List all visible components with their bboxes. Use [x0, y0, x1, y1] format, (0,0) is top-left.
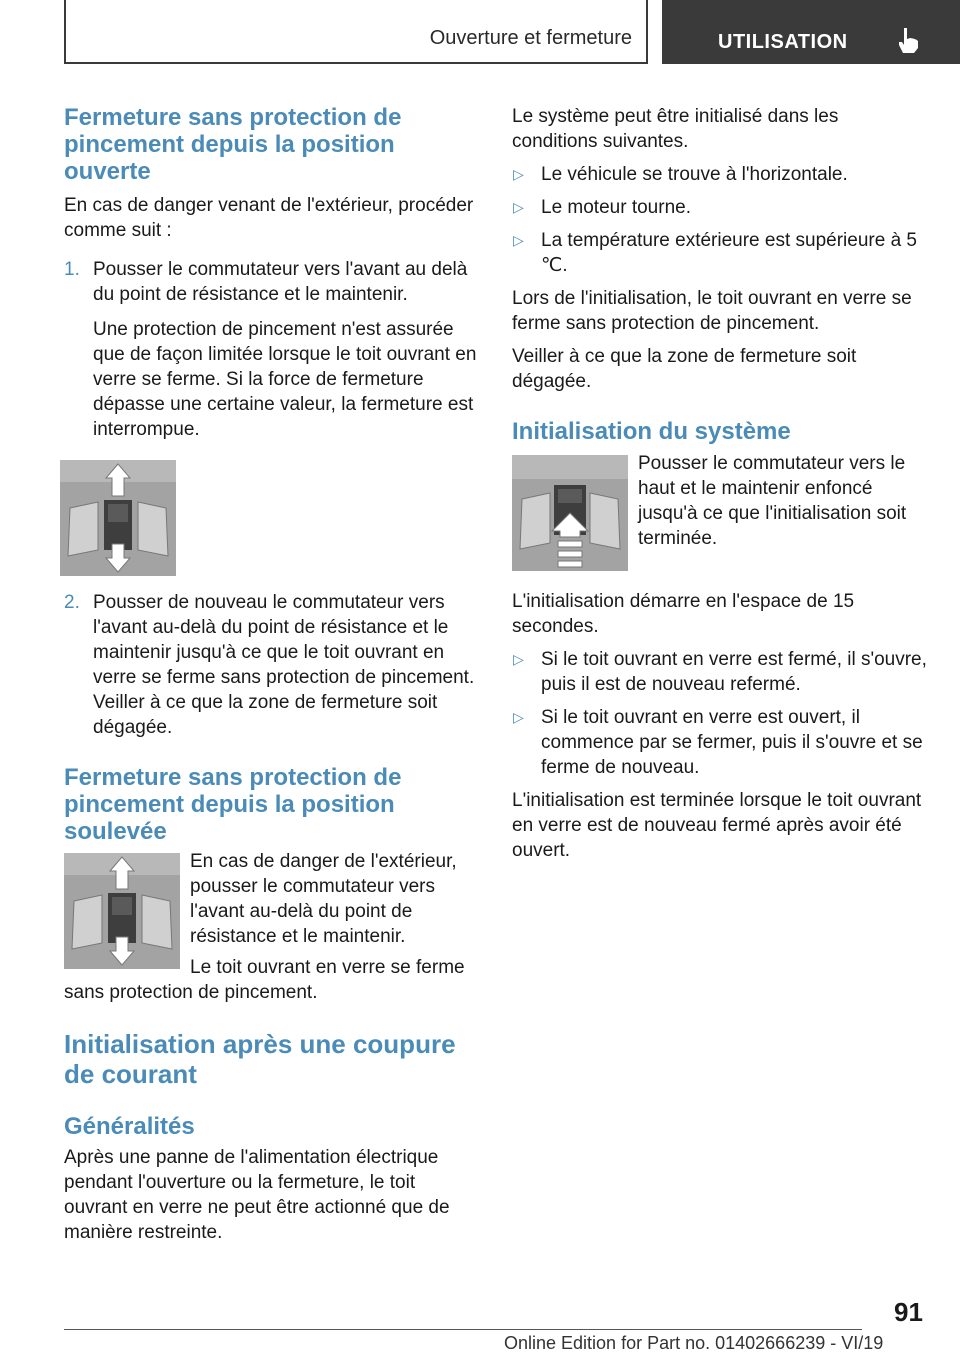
header-section-title: Ouverture et fermeture [429, 27, 632, 49]
step-number: 2. [64, 592, 80, 613]
step-number: 1. [64, 259, 80, 280]
left-column [64, 104, 480, 1245]
page-number: 91 [894, 1297, 923, 1327]
bullet-triangle-icon: ▷ [513, 651, 524, 667]
right-column [512, 104, 928, 863]
paragraph: L'initialisation démarre en l'espace de 15 secondes. [512, 591, 855, 637]
paragraph: Le système peut être initialisé dans les conditions suivantes. [512, 106, 839, 152]
heading-close-from-open: Fermeture sans protection de pincement depuis la position ouverte [64, 104, 402, 185]
switch-up-figure [512, 455, 628, 571]
footer-divider [64, 1329, 862, 1330]
paragraph: En cas de danger de l'extérieur, pousser le commutateur vers l'avant au-delà du point de résistance et le maintenir. [190, 851, 457, 947]
result-item [512, 705, 928, 780]
paragraph: Lors de l'initialisation, le toit ouvrant en verre se ferme sans protection de pincement. [512, 288, 912, 334]
edition-info: Online Edition for Part no. 01402666239 - VI/19 [504, 1333, 884, 1353]
paragraph: Le toit ouvrant en verre se ferme sans protection de pincement. [64, 957, 465, 1003]
heading-init-after-power-cut: Initialisation après une coupure de courant [64, 1029, 456, 1089]
condition-item [512, 195, 928, 220]
condition-text: Le moteur tourne. [541, 197, 691, 218]
header-chapter-title: UTILISATION [718, 31, 848, 53]
paragraph: Après une panne de l'alimentation électrique pendant l'ouverture ou la fermeture, le toit ouvrant en verre ne peut être actionné que de manière restreinte. [64, 1147, 450, 1243]
heading-general: Généralités [64, 1113, 195, 1140]
heading-system-init: Initialisation du système [512, 418, 791, 445]
paragraph: L'initialisation est terminée lorsque le toit ouvrant en verre est de nouveau fermé après avoir été ouvert. [512, 790, 922, 861]
step-text: Pousser le commutateur vers l'avant au delà du point de résistance et le maintenir. [93, 259, 468, 305]
switch-forward-figure [64, 853, 180, 969]
paragraph: Veiller à ce que la zone de fermeture soit dégagée. [512, 346, 857, 392]
bullet-triangle-icon: ▷ [513, 166, 524, 182]
pointing-hand-icon [896, 26, 922, 54]
result-text: Si le toit ouvrant en verre est ouvert, il commence par se fermer, puis il s'ouvre et se ferme de nouveau. [541, 707, 923, 778]
step-note: Une protection de pincement n'est assurée que de façon limitée lorsque le toit ouvrant en verre se ferme. Si la force de fermeture dépasse une certaine valeur, la fermeture est interrompue. [93, 319, 477, 440]
header-chapter-tab [662, 0, 960, 64]
condition-text: La température extérieure est supérieure à 5 ℃. [541, 230, 917, 276]
step-1 [64, 257, 480, 442]
paragraph: En cas de danger venant de l'extérieur, procéder comme suit : [64, 195, 474, 241]
bullet-triangle-icon: ▷ [513, 709, 524, 725]
heading-close-from-raised: Fermeture sans protection de pincement depuis la position soulevée [64, 764, 402, 845]
step-2 [64, 590, 480, 740]
paragraph: Pousser le commutateur vers le haut et le maintenir enfoncé jusqu'à ce que l'initialisation soit terminée. [638, 453, 907, 549]
result-item [512, 647, 928, 697]
condition-text: Le véhicule se trouve à l'horizontale. [541, 164, 848, 185]
condition-item [512, 228, 928, 278]
step-text: Pousser de nouveau le commutateur vers l'avant au-delà du point de résistance et le maintenir jusqu'à ce que le toit ouvrant en verre se ferme sans protection de pincement. Veiller à ce que la zone de fermeture soit dégagée. [93, 592, 475, 738]
condition-item [512, 162, 928, 187]
switch-forward-figure [60, 460, 176, 576]
bullet-triangle-icon: ▷ [513, 232, 524, 248]
result-text: Si le toit ouvrant en verre est fermé, il s'ouvre, puis il est de nouveau refermé. [541, 649, 927, 695]
header-section-box [64, 0, 648, 64]
bullet-triangle-icon: ▷ [513, 199, 524, 215]
